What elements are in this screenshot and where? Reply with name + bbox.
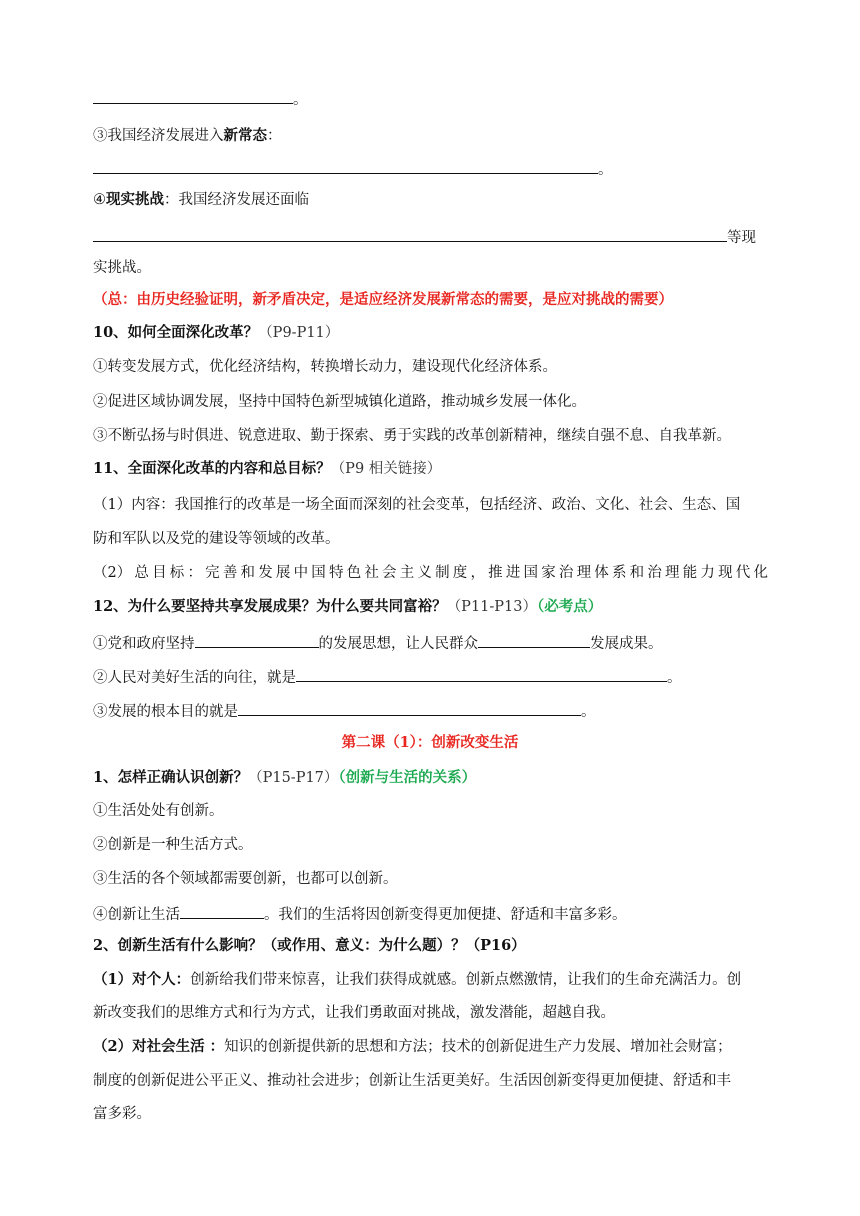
fill-blank[interactable] [478, 632, 590, 648]
s1-point-3: ③生活的各个领域都需要创新，也都可以创新。 [93, 871, 398, 887]
q11-goal: （2） 总 目 标 ： 完 善 和 发 展 中 国 特 色 社 会 主 义 制 度 ， 推 进 国 家 治 理 体 系 和 治 理 能 力 现 代 化 [93, 565, 768, 581]
s2-social: （2）对社会生活 ：知识的创新提供新的思想和方法；技术的创新促进生产力发展、增加社会财富； [93, 1038, 732, 1055]
s1-point-4: ④创新让生活 。我们的生活将因创新变得更加便捷、舒适和丰富多彩。 [93, 903, 627, 925]
s2-social-cont: 制度的创新促进公平正义、推动社会进步；创新让生活更美好。生活因创新变得更加便捷、舒适和丰 [93, 1073, 731, 1089]
fill-blank[interactable] [296, 666, 667, 682]
q12-point-3: ③发展的根本目的就是 。 [93, 700, 596, 722]
fill-blank[interactable] [238, 700, 581, 716]
fill-blank[interactable] [93, 226, 727, 242]
s2-social-end: 富多彩。 [93, 1106, 151, 1122]
question-11: 11、全面深化改革的内容和总目标？（P9 相关链接） [93, 460, 442, 477]
answer-line-1: 。 [93, 88, 308, 110]
fill-blank[interactable] [180, 903, 264, 919]
answer-line-3: 等现 [93, 226, 756, 248]
q10-point-3: ③不断弘扬与时俱进、锐意进取、勤于探索、勇于实践的改革创新精神，继续自强不息、自我革新。 [93, 428, 731, 444]
challenge-line: ④现实挑战：我国经济发展还面临 [93, 191, 309, 208]
question-10: 10、如何全面深化改革？（P9-P11） [93, 324, 340, 341]
s2-personal-cont: 新改变我们的思维方式和行为方式，让我们勇敢面对挑战，激发潜能，超越自我。 [93, 1005, 615, 1021]
fill-blank[interactable] [93, 158, 598, 174]
q11-content-2: 防和军队以及党的建设等领域的改革。 [93, 531, 340, 547]
q11-content-1: （1）内容：我国推行的改革是一场全面而深刻的社会变革，包括经济、政治、文化、社会、生态、国 [93, 497, 741, 513]
answer-line-2: 。 [93, 158, 613, 180]
new-normal-line: ③我国经济发展进入新常态： [93, 127, 282, 144]
section-2: 2、创新生活有什么影响？（或作用、意义：为什么题）？（P16） [93, 937, 526, 954]
s1-point-2: ②创新是一种生活方式。 [93, 837, 253, 853]
q12-point-1: ①党和政府坚持 的发展思想，让人民群众 发展成果。 [93, 632, 663, 654]
q10-point-2: ②促进区域协调发展，坚持中国特色新型城镇化道路，推动城乡发展一体化。 [93, 394, 586, 410]
lesson-title: 第二课（1）：创新改变生活 [341, 734, 519, 751]
text-line: 实挑战。 [93, 260, 151, 276]
q10-point-1: ①转变发展方式，优化经济结构，转换增长动力，建设现代化经济体系。 [93, 359, 557, 375]
s1-point-1: ①生活处处有创新。 [93, 803, 224, 819]
question-12: 12、为什么要坚持共享发展成果？为什么要共同富裕？（P11-P13）（必考点） [93, 598, 603, 615]
summary-note: （总：由历史经验证明，新矛盾决定，是适应经济发展新常态的需要，是应对挑战的需要） [93, 291, 673, 308]
fill-blank[interactable] [195, 632, 319, 648]
section-1: 1、怎样正确认识创新？（P15-P17）（创新与生活的关系） [93, 769, 477, 786]
s2-personal: （1）对个人：创新给我们带来惊喜，让我们获得成就感。创新点燃激情，让我们的生命充满活力。创 [93, 971, 742, 988]
q12-point-2: ②人民对美好生活的向往，就是 。 [93, 666, 682, 688]
fill-blank[interactable] [93, 88, 293, 104]
